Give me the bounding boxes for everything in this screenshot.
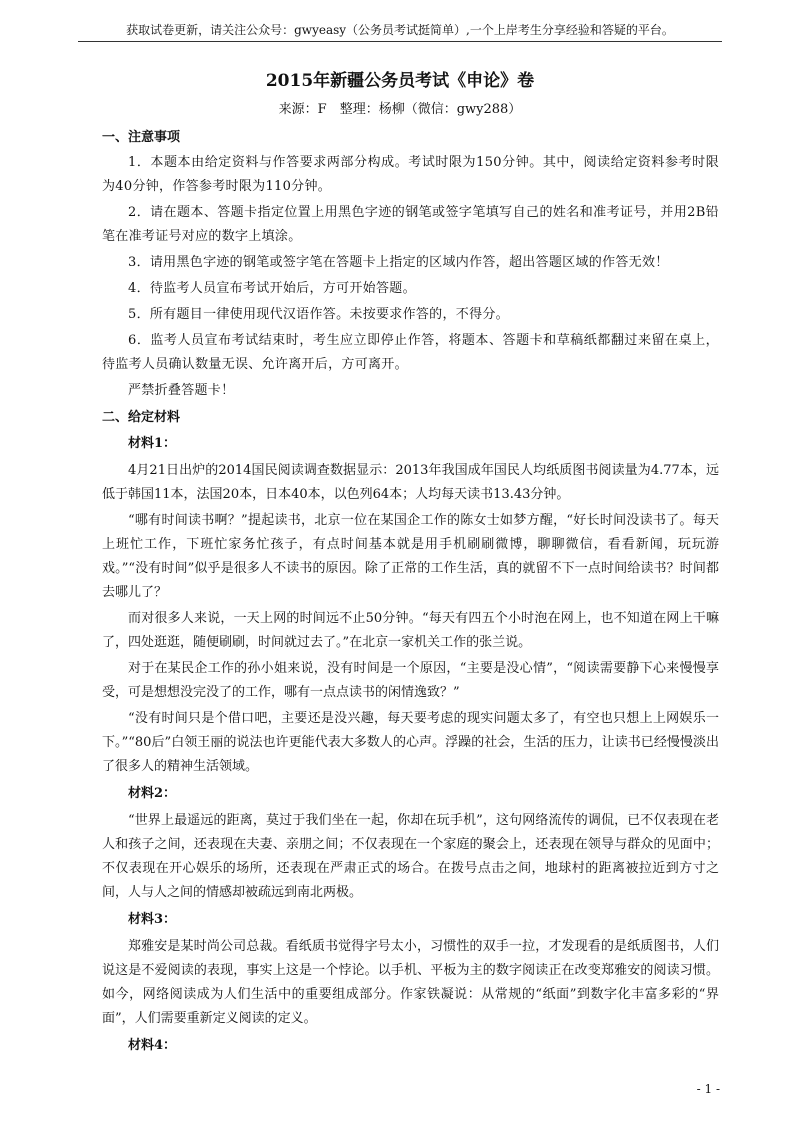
notice-item: 2．请在题本、答题卡指定位置上用黑色字迹的钢笔或签字笔填写自己的姓名和准考证号，并用2B铅笔在准考证号对应的数字上填涂。 [102,205,719,244]
notice-item: 5．所有题目一律使用现代汉语作答。未按要求作答的，不得分。 [128,307,509,322]
notice-item: 严禁折叠答题卡！ [128,383,235,398]
material-paragraph: “哪有时间读书啊？”提起读书，北京一位在某国企工作的陈女士如梦方醒，“好长时间没读书了。每天上班忙工作，下班忙家务忙孩子，有点时间基本就是用手机刷刷微博，聊聊微信，看看新闻，玩玩游戏。”“没有时间”似乎是很多人不读书的原因。除了正常的工作生活，真的就留不下一点时间给读书？时间都去哪儿了？ [102,513,719,600]
material-label: 材料3： [128,912,177,927]
document-body [102,125,719,1061]
material-paragraph: 4月21日出炉的2014国民阅读调查数据显示：2013年我国成年国民人均纸质图书阅读量为4.77本，远低于韩国11本，法国20本，日本40本，以色列64本；人均每天读书13.43分钟。 [102,463,719,502]
notice-item: 3．请用黑色字迹的钢笔或签字笔在答题卡上指定的区域内作答，超出答题区域的作答无效！ [128,255,669,270]
material-paragraph: 而对很多人来说，一天上网的时间远不止50分钟。“每天有四五个小时泡在网上，也不知道在网上干嘛了，四处逛逛，随便刷刷，时间就过去了。”在北京一家机关工作的张兰说。 [102,611,719,650]
material-paragraph: “没有时间只是个借口吧，主要还是没兴趣，每天要考虑的现实问题太多了，有空也只想上上网娱乐一下。”“80后”白领王丽的说法也许更能代表大多数人的心声。浮躁的社会，生活的压力，让读书已经慢慢淡出了很多人的精神生活领域。 [102,711,719,774]
material-label: 材料2： [128,786,177,801]
material-paragraph: “世界上最遥远的距离，莫过于我们坐在一起，你却在玩手机”，这句网络流传的调侃，已不仅表现在老人和孩子之间，还表现在夫妻、亲朋之间；不仅表现在一个家庭的聚会上，还表现在领导与群众的见面中；不仅表现在开心娱乐的场所，还表现在严肃正式的场合。在拨号点击之间，地球村的距离被拉近到方寸之间，人与人之间的情感却被疏远到南北两极。 [102,813,719,900]
material-label: 材料1： [128,436,177,451]
document-source: 来源：F 整理：杨柳（微信：gwy288） [278,102,522,117]
material-label: 材料4： [128,1038,177,1053]
notice-item: 4．待监考人员宣布考试开始后，方可开始答题。 [128,281,416,296]
document-title: 2015年新疆公务员考试《申论》卷 [265,71,535,91]
section-heading-notes: 一、注意事项 [102,130,181,145]
page-header: 获取试卷更新，请关注公众号：gwyeasy（公务员考试挺简单）,一个上岸考生分享经验和答疑的平台。 [126,23,674,37]
header-divider [78,41,722,42]
notice-item: 6．监考人员宣布考试结束时，考生应立即停止作答，将题本、答题卡和草稿纸都翻过来留在桌上，待监考人员确认数量无误、允许离开后，方可离开。 [102,333,719,372]
notice-item: 1．本题本由给定资料与作答要求两部分构成。考试时限为150分钟。其中，阅读给定资料参考时限为40分钟，作答参考时限为110分钟。 [102,155,719,194]
section-heading-materials: 二、给定材料 [102,410,181,425]
page-number: - 1 - [696,1082,720,1096]
material-paragraph: 对于在某民企工作的孙小姐来说，没有时间是一个原因，“主要是没心情”，“阅读需要静下心来慢慢享受，可是想想没完没了的工作，哪有一点点读书的闲情逸致？” [102,661,719,700]
material-paragraph: 郑雅安是某时尚公司总裁。看纸质书觉得字号太小，习惯性的双手一拉，才发现看的是纸质图书，人们说这是不爱阅读的表现，事实上这是一个悖论。以手机、平板为主的数字阅读正在改变郑雅安的阅读习惯。如今，网络阅读成为人们生活中的重要组成部分。作家铁凝说：从常规的“纸面”到数字化丰富多彩的“界面”，人们需要重新定义阅读的定义。 [102,939,719,1026]
